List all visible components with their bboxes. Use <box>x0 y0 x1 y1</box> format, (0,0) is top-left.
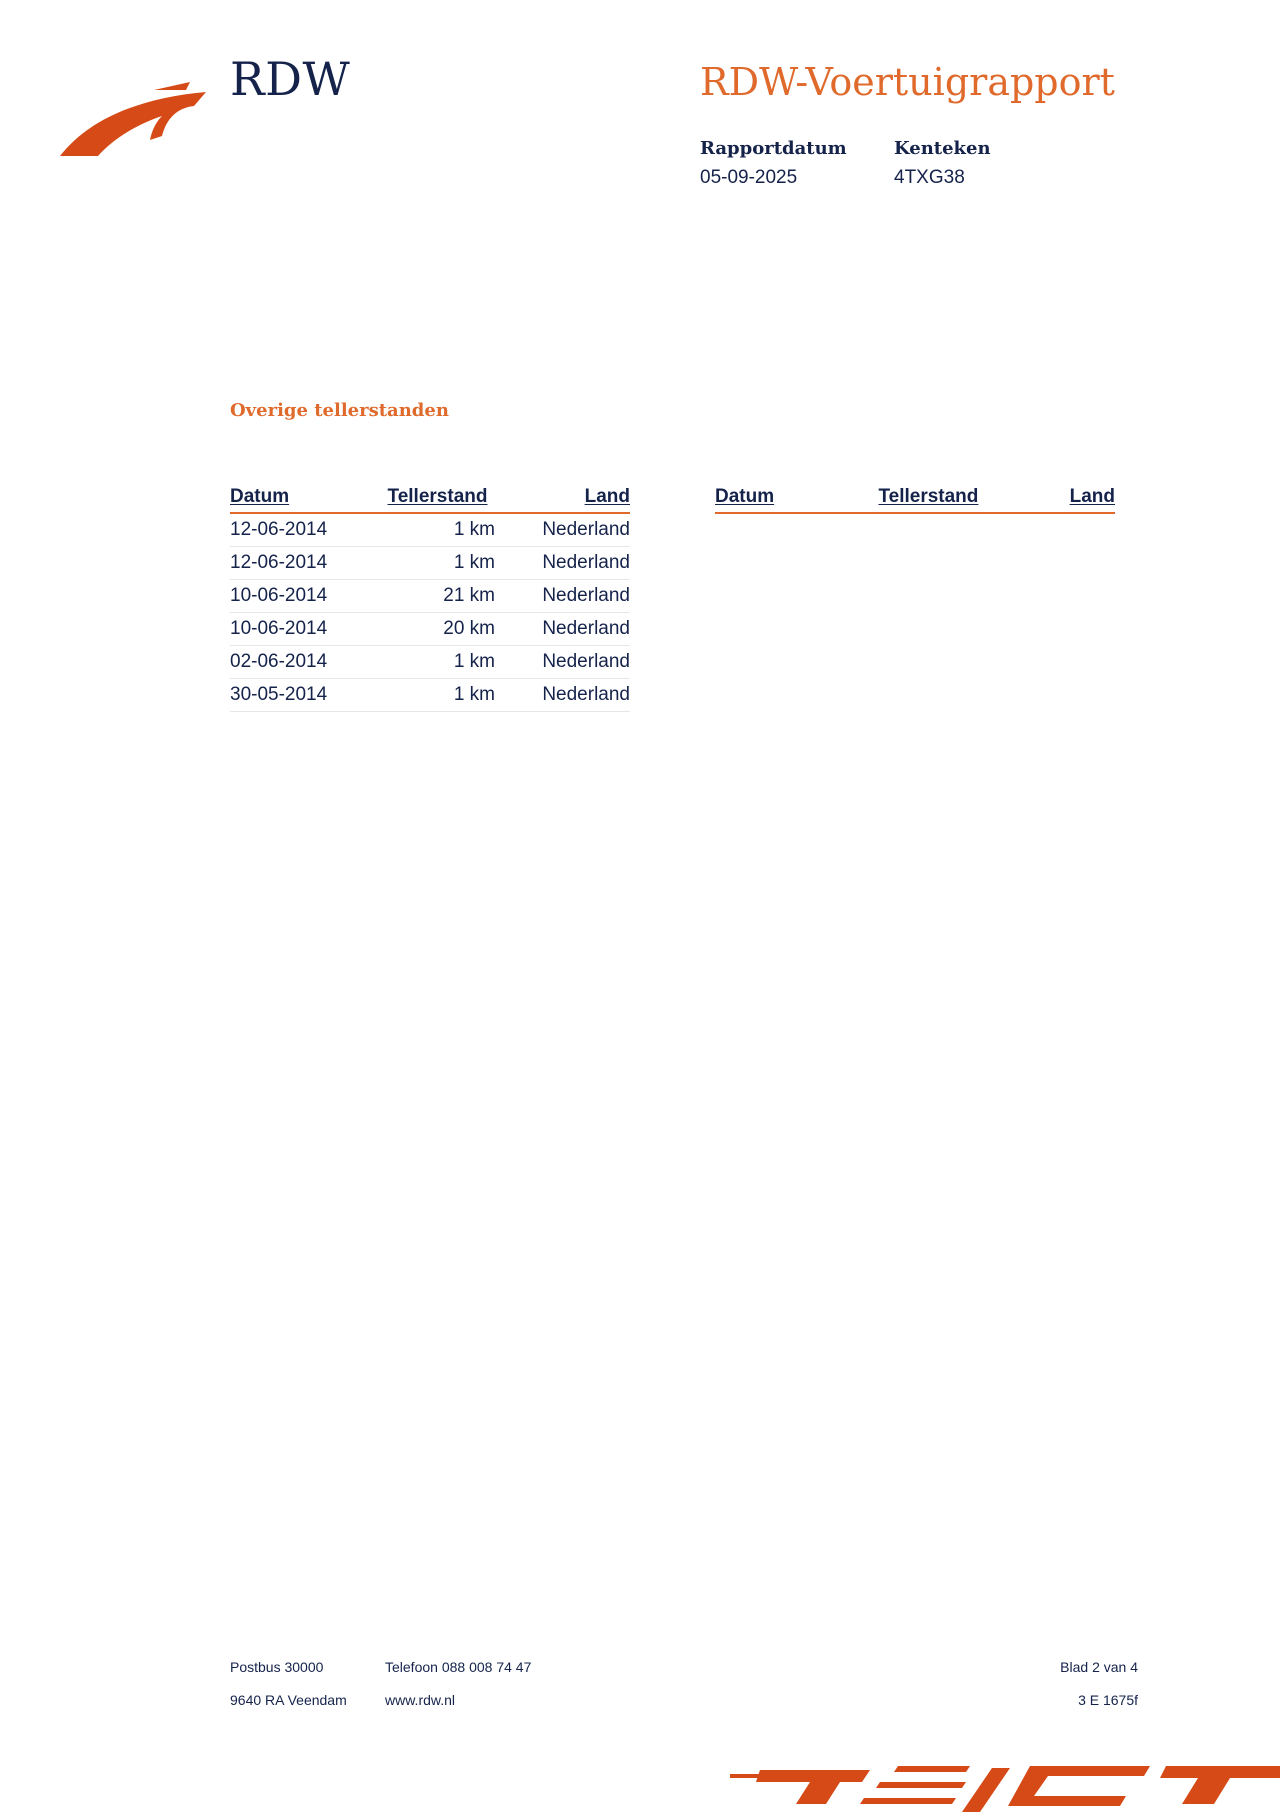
footer-address: 9640 RA Veendam <box>230 1692 347 1708</box>
footer-document-code: 3 E 1675f <box>1078 1692 1138 1708</box>
cell-country: Nederland <box>495 580 630 613</box>
cell-country: Nederland <box>495 613 630 646</box>
column-header-country: Land <box>495 484 630 513</box>
odometer-table-right <box>715 484 1115 514</box>
cell-date: 30-05-2014 <box>230 679 380 712</box>
odometer-table <box>230 484 630 712</box>
cell-date: 10-06-2014 <box>230 613 380 646</box>
table-row <box>230 580 630 613</box>
footer-phone: Telefoon 088 008 74 47 <box>385 1659 532 1675</box>
cell-reading: 1 km <box>380 513 495 547</box>
cell-reading: 1 km <box>380 547 495 580</box>
rdw-stripe-mark-icon <box>730 1760 1280 1812</box>
table-row <box>230 679 630 712</box>
table-row <box>230 613 630 646</box>
cell-date: 12-06-2014 <box>230 547 380 580</box>
cell-reading: 1 km <box>380 646 495 679</box>
cell-reading: 21 km <box>380 580 495 613</box>
cell-country: Nederland <box>495 513 630 547</box>
report-date-value: 05-09-2025 <box>700 167 798 188</box>
cell-reading: 20 km <box>380 613 495 646</box>
table-header-row <box>715 484 1115 513</box>
rdw-logo-icon <box>58 80 208 160</box>
column-header-country: Land <box>1026 484 1115 513</box>
cell-date: 12-06-2014 <box>230 513 380 547</box>
section-title: Overige tellerstanden <box>230 400 449 421</box>
footer-website-link[interactable]: www.rdw.nl <box>385 1692 456 1708</box>
column-header-reading: Tellerstand <box>380 484 495 513</box>
footer-postbus: Postbus 30000 <box>230 1659 324 1675</box>
cell-country: Nederland <box>495 547 630 580</box>
license-plate-label: Kenteken <box>894 138 991 159</box>
license-plate-block <box>894 138 991 189</box>
table-header-row <box>230 484 630 513</box>
report-date-block <box>700 138 847 189</box>
table-row <box>230 547 630 580</box>
column-header-reading: Tellerstand <box>831 484 1027 513</box>
report-date-label: Rapportdatum <box>700 138 847 159</box>
column-header-date: Datum <box>230 484 380 513</box>
report-title: RDW-Voertuigrapport <box>700 60 1115 104</box>
table-row <box>230 513 630 547</box>
footer-page-number: Blad 2 van 4 <box>1060 1659 1138 1675</box>
cell-date: 10-06-2014 <box>230 580 380 613</box>
table-row <box>230 646 630 679</box>
cell-country: Nederland <box>495 679 630 712</box>
brand-name: RDW <box>230 52 351 106</box>
column-header-date: Datum <box>715 484 831 513</box>
cell-country: Nederland <box>495 646 630 679</box>
cell-reading: 1 km <box>380 679 495 712</box>
cell-date: 02-06-2014 <box>230 646 380 679</box>
license-plate-value: 4TXG38 <box>894 167 965 188</box>
